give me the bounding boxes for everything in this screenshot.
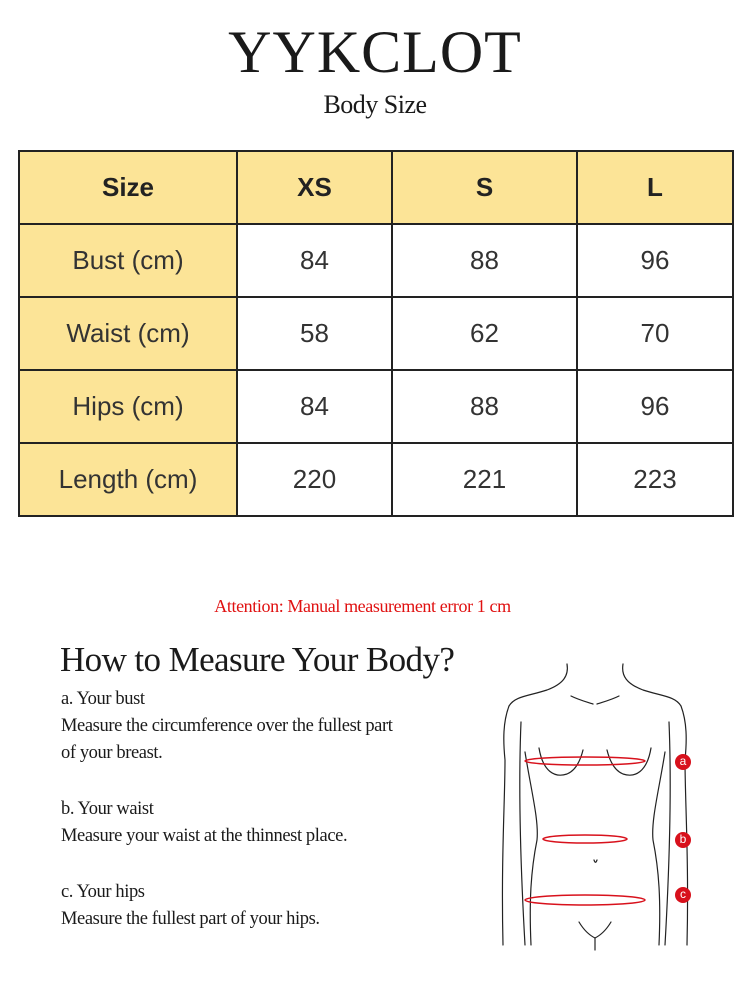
header-cell-s: S: [392, 151, 577, 224]
marker-b-icon: b: [675, 832, 691, 848]
brand-title: YYKCLOT: [228, 19, 522, 85]
body-outline-icon: [495, 660, 695, 955]
table-header-row: [19, 151, 733, 224]
table-cell: 96: [577, 370, 733, 443]
table-row: [19, 297, 733, 370]
bust-description-cont: of your breast.: [61, 743, 163, 763]
table-cell: 84: [237, 370, 392, 443]
waist-heading: b. Your waist: [61, 799, 154, 819]
header-cell-l: L: [577, 151, 733, 224]
bust-description: Measure the circumference over the fullest part: [61, 716, 393, 736]
size-chart-table: [18, 150, 734, 517]
hips-description: Measure the fullest part of your hips.: [61, 909, 320, 929]
table-cell: 58: [237, 297, 392, 370]
table-row: [19, 370, 733, 443]
table-cell: 84: [237, 224, 392, 297]
marker-a-icon: a: [675, 754, 691, 770]
row-label-waist: Waist (cm): [19, 297, 237, 370]
how-to-measure-title: How to Measure Your Body?: [60, 640, 455, 679]
table-row: [19, 443, 733, 516]
row-label-hips: Hips (cm): [19, 370, 237, 443]
table-cell: 221: [392, 443, 577, 516]
row-label-bust: Bust (cm): [19, 224, 237, 297]
header-cell-xs: XS: [237, 151, 392, 224]
hips-heading: c. Your hips: [61, 882, 145, 902]
table-cell: 88: [392, 224, 577, 297]
bust-heading: a. Your bust: [61, 689, 145, 709]
waist-description: Measure your waist at the thinnest place.: [61, 826, 348, 846]
table-cell: 88: [392, 370, 577, 443]
table-cell: 70: [577, 297, 733, 370]
page-subtitle: Body Size: [323, 90, 427, 119]
attention-note: Attention: Manual measurement error 1 cm: [214, 596, 511, 616]
table-row: [19, 224, 733, 297]
table-cell: 62: [392, 297, 577, 370]
table-cell: 220: [237, 443, 392, 516]
row-label-length: Length (cm): [19, 443, 237, 516]
marker-c-icon: c: [675, 887, 691, 903]
header-cell-size: Size: [19, 151, 237, 224]
table-cell: 96: [577, 224, 733, 297]
table-cell: 223: [577, 443, 733, 516]
